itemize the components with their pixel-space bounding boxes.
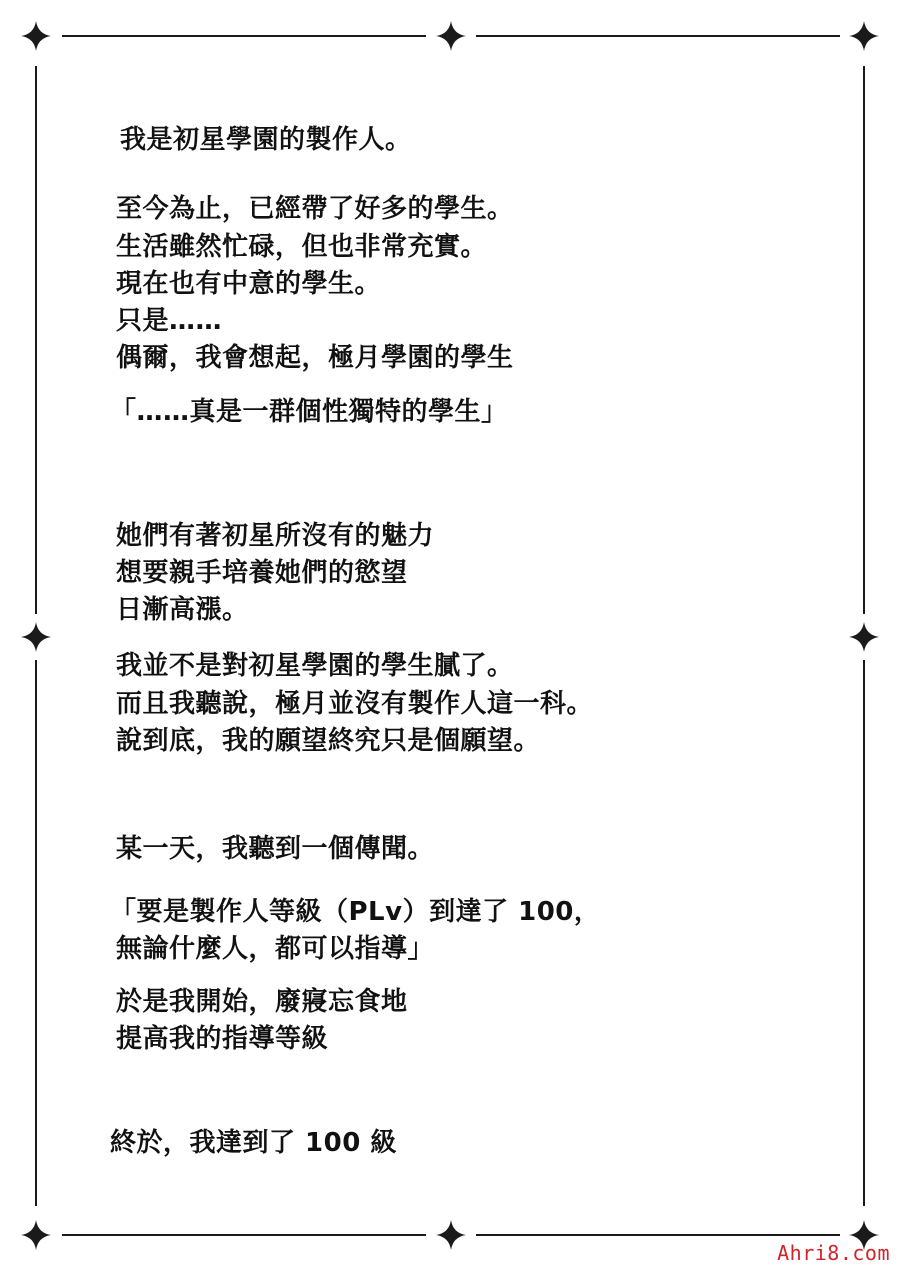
text-line: 「要是製作人等級（PLv）到達了 100， [110,897,601,927]
text-line: 無論什麼人，都可以指導」 [116,934,435,964]
text-line: 「……真是一群個性獨特的學生」 [110,397,508,427]
text-line: 她們有著初星所沒有的魅力 [116,521,435,551]
text-line: 終於，我達到了 100 級 [110,1128,397,1158]
text-line: 現在也有中意的學生。 [116,269,382,299]
text-line: 我並不是對初星學園的學生膩了。 [116,651,514,681]
text-line: 於是我開始，廢寢忘食地 [116,987,408,1017]
text-line: 偶爾，我會想起，極月學園的學生 [116,343,514,373]
text-line: 生活雖然忙碌，但也非常充實。 [116,232,488,262]
text-line: 說到底，我的願望終究只是個願望。 [116,726,541,756]
text-line: 只是…… [116,306,223,336]
text-line: 日漸高漲。 [116,595,249,625]
text-line: 我是初星學園的製作人。 [120,125,412,155]
watermark: Ahri8.com [777,1241,890,1265]
text-line: 想要親手培養她們的慾望 [116,558,408,588]
text-line: 某一天，我聽到一個傳聞。 [116,834,435,864]
text-line: 而且我聽說，極月並沒有製作人這一科。 [116,689,594,719]
text-line: 至今為止，已經帶了好多的學生。 [116,194,514,224]
text-line: 提高我的指導等級 [116,1024,329,1054]
